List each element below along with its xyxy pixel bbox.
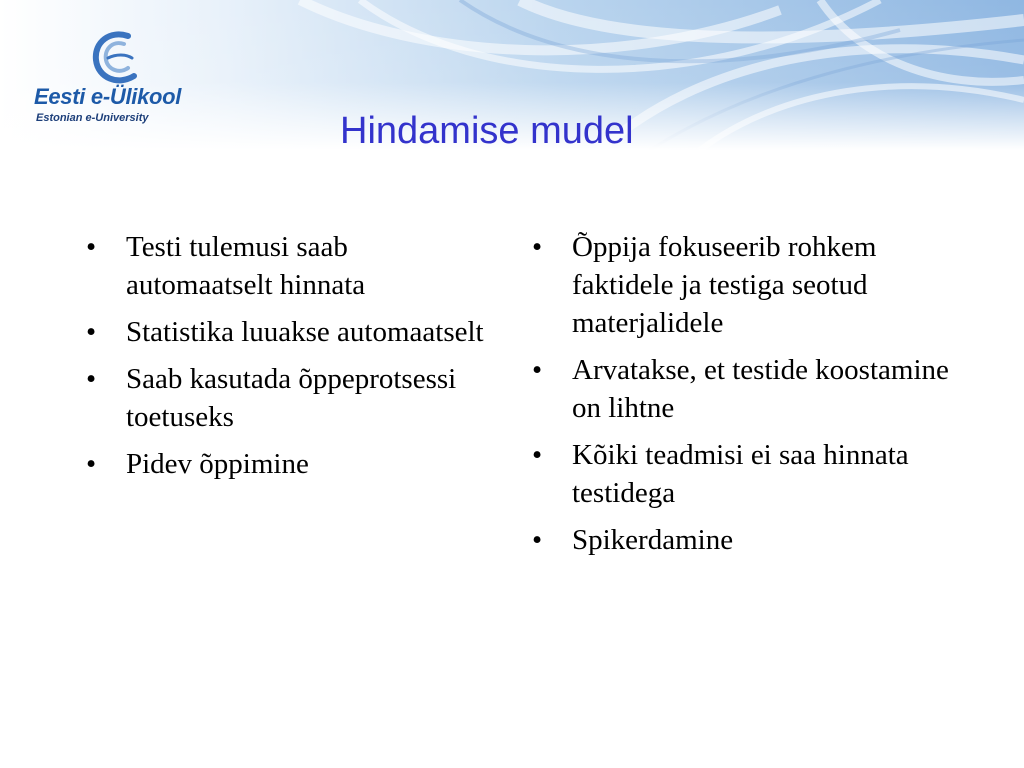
list-item-text: Pidev õppimine [126,448,309,480]
list-item [532,436,952,512]
logo [30,28,210,128]
list-item-text: Statistika luuakse automaatselt [126,316,484,348]
right-bullet-list [532,228,952,568]
list-item [532,351,952,427]
list-item [86,445,496,483]
bullet: • [86,316,97,348]
e-university-emblem-icon [88,28,144,90]
slide-title: Hindamise mudel [340,110,634,152]
list-item [532,228,952,342]
list-item-text: Kõiki teadmisi ei saa hinnata testidega [572,439,909,509]
left-bullet-list [86,228,496,492]
list-item-text: Õppija fokuseerib rohkem faktidele ja testiga seotud materjalidele [572,231,877,339]
list-item-text: Spikerdamine [572,524,734,556]
bullet: • [532,439,543,471]
list-item-text: Saab kasutada õppeprotsessi toetuseks [126,363,457,433]
bullet: • [86,231,97,263]
logo-subtitle: Estonian e-University [36,112,149,124]
list-item [86,228,496,304]
bullet: • [532,354,543,386]
logo-name: Eesti e-Ülikool [34,84,182,109]
list-item-text: Arvatakse, et testide koostamine on lihtne [572,354,949,424]
bullet: • [86,448,97,480]
list-item [86,313,496,351]
bullet: • [532,231,543,263]
bullet: • [532,524,543,556]
bullet: • [86,363,97,395]
list-item-text: Testi tulemusi saab automaatselt hinnata [126,231,366,301]
list-item [86,360,496,436]
list-item [532,521,952,559]
